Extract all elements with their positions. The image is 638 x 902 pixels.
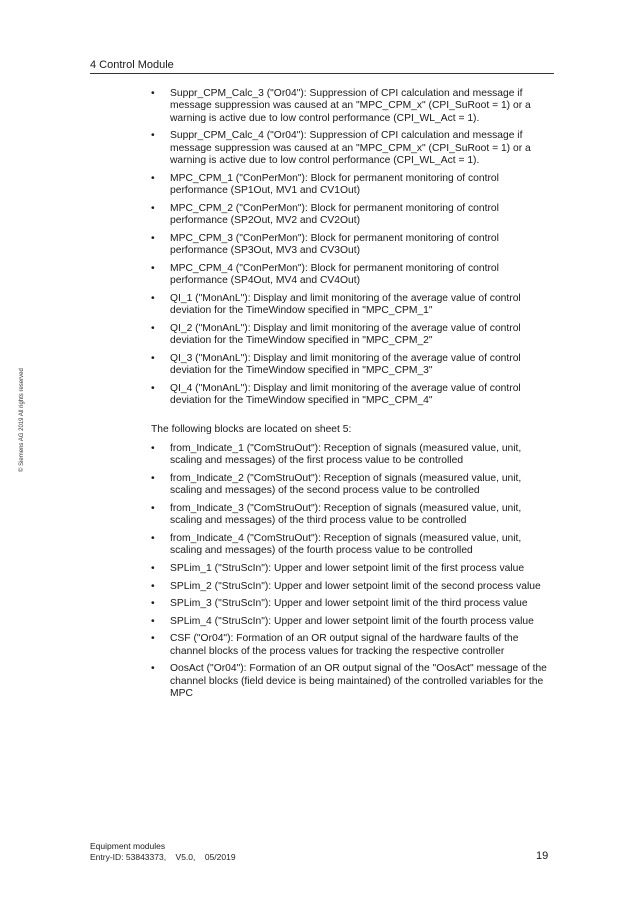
- bullet-icon: •: [151, 352, 155, 364]
- bullet-icon: •: [151, 292, 155, 304]
- list-item: [151, 323, 549, 348]
- list-item-text: MPC_CPM_1 ("ConPerMon"): Block for permanent monitoring of control performance (SP1Out, MV1 and CV1Out): [170, 172, 499, 197]
- list-item: [151, 293, 549, 318]
- list-item: [151, 263, 549, 288]
- bullet-icon: •: [151, 503, 155, 514]
- list-item-text: from_Indicate_2 ("ComStruOut"): Reception of signals (measured value, unit, scaling and messages) of the second process value to be controlled: [170, 473, 522, 497]
- bullet-icon: •: [151, 615, 155, 627]
- footer-version: V5.0,: [175, 852, 196, 862]
- list-item: [151, 563, 549, 575]
- footer-entry-id: Entry-ID: 53843373,: [90, 852, 167, 862]
- list-item-text: QI_3 ("MonAnL"): Display and limit monitoring of the average value of control deviation for the TimeWindow specified in "MPC_CPM_3": [170, 352, 521, 377]
- bullet-list-sheet5: [151, 443, 549, 706]
- footer-date: 05/2019: [204, 852, 236, 862]
- bullet-icon: •: [151, 563, 155, 574]
- page-footer: [90, 841, 236, 863]
- bullet-icon: •: [151, 130, 155, 142]
- bullet-icon: •: [151, 262, 155, 274]
- list-item-text: from_Indicate_1 ("ComStruOut"): Reception of signals (measured value, unit, scaling and messages) of the first process value to be controlled: [170, 443, 522, 467]
- list-item: [151, 598, 549, 610]
- list-item-text: MPC_CPM_2 ("ConPerMon"): Block for permanent monitoring of control performance (SP2Out, MV2 and CV2Out): [170, 202, 499, 227]
- list-item-text: SPLim_2 ("StruScIn"): Upper and lower setpoint limit of the second process value: [170, 580, 541, 592]
- list-item: [151, 443, 549, 468]
- bullet-icon: •: [151, 382, 155, 394]
- bullet-icon: •: [151, 633, 155, 645]
- bullet-list-blocks: [151, 88, 549, 413]
- bullet-icon: •: [151, 172, 155, 184]
- list-item: [151, 503, 549, 528]
- list-item-text: QI_1 ("MonAnL"): Display and limit monitoring of the average value of control deviation for the TimeWindow specified in "MPC_CPM_1": [170, 292, 521, 317]
- copyright-notice: © Siemens AG 2019 All rights reserved: [19, 368, 25, 472]
- list-item: [151, 88, 549, 125]
- list-item-text: QI_2 ("MonAnL"): Display and limit monitoring of the average value of control deviation for the TimeWindow specified in "MPC_CPM_2": [170, 322, 521, 347]
- list-item: [151, 353, 549, 378]
- bullet-icon: •: [151, 533, 155, 544]
- list-item-text: SPLim_3 ("StruScIn"): Upper and lower setpoint limit of the third process value: [170, 598, 528, 610]
- bullet-icon: •: [151, 202, 155, 214]
- list-item-text: MPC_CPM_4 ("ConPerMon"): Block for permanent monitoring of control performance (SP4Out, MV4 and CV4Out): [170, 262, 499, 287]
- page-number: 19: [536, 850, 549, 862]
- footer-doc-title: Equipment modules: [90, 841, 166, 851]
- list-item-text: OosAct ("Or04"): Formation of an OR output signal of the "OosAct" message of the channel blocks (field device is being maintained) of the controlled variables for the MPC: [170, 663, 547, 700]
- bullet-icon: •: [151, 663, 155, 675]
- list-item-text: Suppr_CPM_Calc_4 ("Or04"): Suppression of CPI calculation and message if message suppression was caused at an "MPC_CPM_x" (CPI_SuRoot = 1) or a warning is active due to low control performance (CPI_WL_Act = 1).: [170, 130, 531, 167]
- bullet-icon: •: [151, 580, 155, 592]
- list-item-text: QI_4 ("MonAnL"): Display and limit monitoring of the average value of control deviation for the TimeWindow specified in "MPC_CPM_4": [170, 382, 521, 407]
- list-item-text: CSF ("Or04"): Formation of an OR output signal of the hardware faults of the channel blocks of the process values for tracking the respective controller: [170, 633, 519, 657]
- list-item: [151, 383, 549, 408]
- list-item-text: Suppr_CPM_Calc_3 ("Or04"): Suppression of CPI calculation and message if message suppression was caused at an "MPC_CPM_x" (CPI_SuRoot = 1) or a warning is active due to low control performance (CPI_WL_Act = 1).: [170, 88, 531, 124]
- bullet-icon: •: [151, 232, 155, 244]
- sheet-intro-paragraph: The following blocks are located on sheet 5:: [151, 424, 352, 435]
- list-item-text: SPLim_4 ("StruScIn"): Upper and lower setpoint limit of the fourth process value: [170, 615, 534, 627]
- list-item: [151, 233, 549, 258]
- bullet-icon: •: [151, 443, 155, 454]
- bullet-icon: •: [151, 473, 155, 484]
- list-item: [151, 173, 549, 198]
- list-item: [151, 130, 549, 167]
- bullet-icon: •: [151, 598, 155, 610]
- list-item-text: from_Indicate_4 ("ComStruOut"): Reception of signals (measured value, unit, scaling and messages) of the fourth process value to be controlled: [170, 533, 522, 557]
- list-item: [151, 533, 549, 558]
- running-header: 4 Control Module: [90, 59, 554, 74]
- list-item: [151, 581, 549, 593]
- list-item-text: MPC_CPM_3 ("ConPerMon"): Block for permanent monitoring of control performance (SP3Out, MV3 and CV3Out): [170, 232, 499, 257]
- list-item: [151, 473, 549, 498]
- list-item: [151, 203, 549, 228]
- list-item: [151, 616, 549, 628]
- bullet-icon: •: [151, 322, 155, 334]
- bullet-icon: •: [151, 88, 155, 99]
- list-item-text: from_Indicate_3 ("ComStruOut"): Reception of signals (measured value, unit, scaling and messages) of the third process value to be controlled: [170, 503, 522, 527]
- list-item: [151, 633, 549, 658]
- list-item-text: SPLim_1 ("StruScIn"): Upper and lower setpoint limit of the first process value: [170, 563, 525, 574]
- list-item: [151, 663, 549, 700]
